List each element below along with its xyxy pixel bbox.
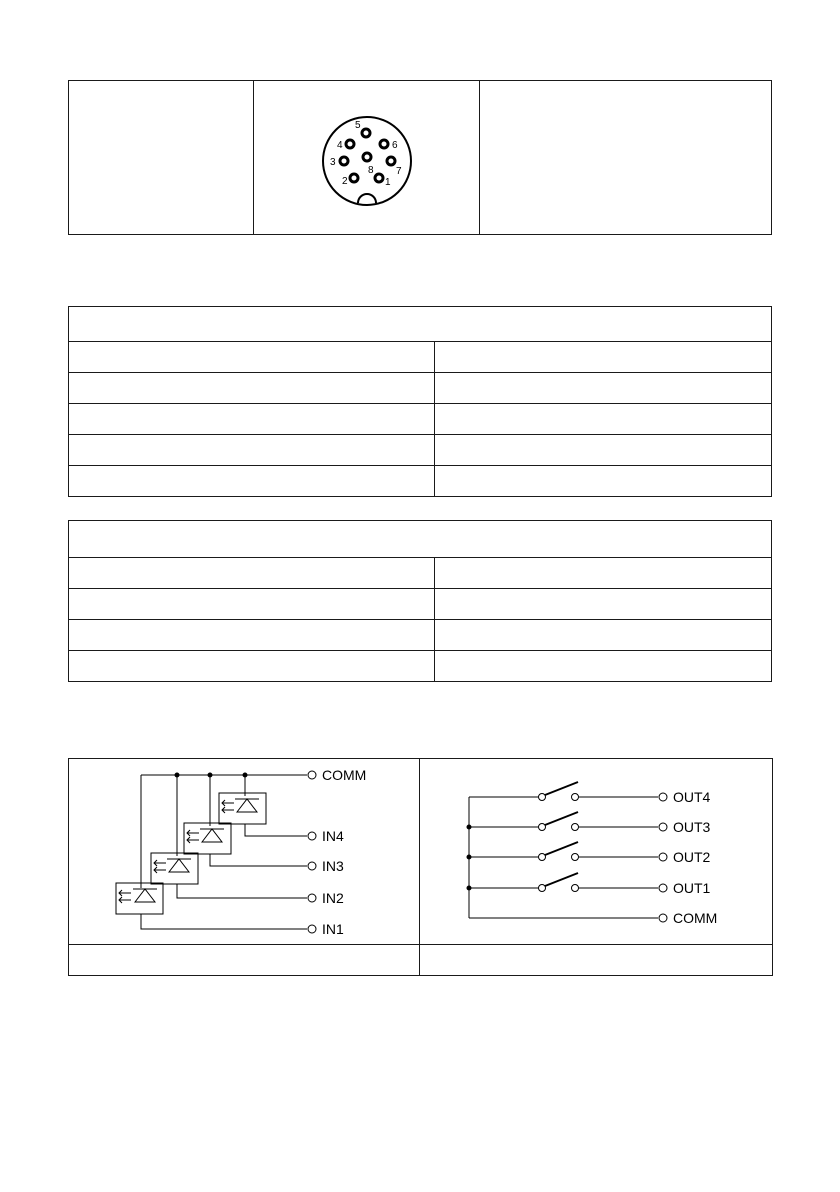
label-in4: IN4 [322, 828, 344, 844]
label-in3: IN3 [322, 858, 344, 874]
input-table [68, 306, 772, 497]
table-row [69, 589, 772, 620]
svg-text:5: 5 [355, 120, 361, 131]
table-row [69, 342, 772, 373]
table-row [69, 558, 772, 589]
svg-text:8: 8 [368, 165, 374, 176]
label-out1: OUT1 [673, 880, 711, 896]
table-row [69, 373, 772, 404]
label-comm-in: COMM [322, 767, 367, 783]
table-row [69, 651, 772, 682]
label-in1: IN1 [322, 921, 344, 937]
pin-6 [380, 140, 398, 151]
svg-text:3: 3 [330, 157, 336, 168]
table-row [69, 404, 772, 435]
pin-8 [363, 153, 374, 176]
table-row [69, 620, 772, 651]
pin-7 [387, 157, 402, 177]
connector-pinout-diagram [254, 81, 479, 234]
table-row [69, 435, 772, 466]
label-out2: OUT2 [673, 849, 711, 865]
input-table-header [69, 307, 772, 342]
pin-1 [375, 174, 391, 188]
output-table-header [69, 521, 772, 558]
table-row [69, 466, 772, 497]
output-wiring-cell [420, 759, 773, 945]
connector-cell-left [69, 81, 254, 235]
svg-text:1: 1 [385, 177, 391, 188]
label-out3: OUT3 [673, 819, 711, 835]
label-out4: OUT4 [673, 789, 711, 805]
label-comm-out: COMM [673, 910, 718, 926]
output-diagram-caption [420, 945, 773, 976]
input-wiring-cell [69, 759, 420, 945]
pin-4 [337, 140, 354, 151]
input-diagram-caption [69, 945, 420, 976]
connector-cell-diagram [254, 81, 480, 235]
input-optocoupler-diagram [69, 759, 419, 944]
pin-3 [330, 157, 348, 168]
connector-table [68, 80, 772, 235]
pin-5 [355, 120, 370, 137]
wiring-table [68, 758, 773, 976]
svg-text:2: 2 [342, 176, 348, 187]
output-table [68, 520, 772, 682]
connector-cell-right [480, 81, 772, 235]
pin-2 [342, 174, 358, 187]
svg-text:6: 6 [392, 140, 398, 151]
svg-text:7: 7 [396, 166, 402, 177]
output-relay-diagram [420, 759, 772, 944]
svg-text:4: 4 [337, 140, 343, 151]
label-in2: IN2 [322, 890, 344, 906]
